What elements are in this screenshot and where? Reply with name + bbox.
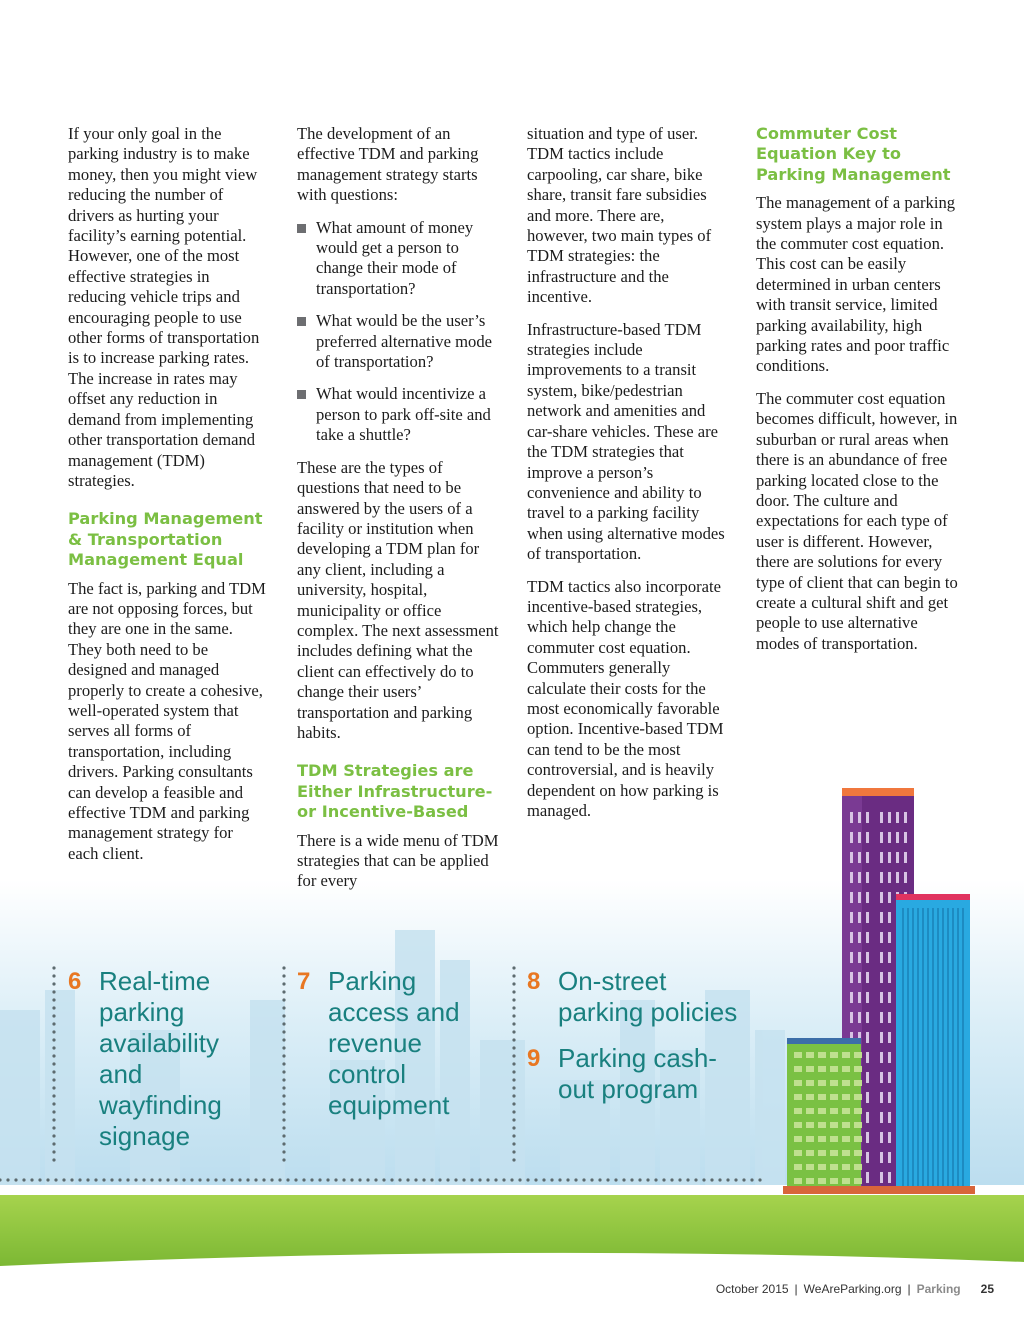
- item-number: 6: [68, 968, 82, 995]
- question-item: What would incentivize a person to park off-site and take a shuttle?: [297, 384, 499, 445]
- body-paragraph: situation and type of user. TDM tactics include carpooling, car share, bike share, transit fare subsidies and more. There are, however, two main types of TDM strategies: the infrastructure and the incentive.: [527, 124, 712, 307]
- body-paragraph: Infrastructure-based TDM strategies include improvements to a transit system, bike/pedestrian network and amenities and car-share vehicles. These are the TDM strategies that improve a person’s convenience and ability to travel to a parking facility when using alternative modes of transportation.: [527, 319, 725, 564]
- building-green: [787, 1038, 862, 1192]
- item-text: Parking cash-out program: [558, 1043, 717, 1104]
- column-4: [756, 124, 958, 666]
- column-3: [527, 124, 727, 833]
- body-paragraph: TDM tactics also incorporate incentive-based strategies, which help change the commuter cost equation. Commuters generally calculate their costs for the most economically favorable option. Incentive-based TDM can tend to be the most controversial, and is heavily dependent on how parking is managed.: [527, 576, 724, 820]
- item-text: Parking access and revenue control equipment: [328, 966, 460, 1120]
- building-base: [783, 1186, 975, 1194]
- section-heading: Parking Management & Transportation Management Equal: [68, 509, 263, 570]
- website-link[interactable]: WeAreParking.org: [803, 1282, 902, 1296]
- item-number: 9: [527, 1045, 541, 1072]
- page-number: 25: [980, 1282, 994, 1296]
- divider: |: [794, 1282, 798, 1296]
- body-paragraph: The development of an effective TDM and parking management strategy starts with questions:: [297, 124, 479, 205]
- section-heading: TDM Strategies are Either Infrastructure- or Incentive-Based: [297, 761, 493, 822]
- issue-date: October 2015: [715, 1282, 789, 1296]
- item-text: On-street parking policies: [558, 966, 738, 1027]
- square-bullet-icon: [297, 317, 306, 326]
- body-paragraph: The management of a parking system plays a major role in the commuter cost equation. This cost can be easily determined in urban centers with transit service, limited parking availability, high parking rates and poor traffic conditions.: [756, 193, 956, 376]
- column-1: [68, 124, 266, 876]
- body-paragraph: These are the types of questions that need to be answered by the users of a facility or institution when developing a TDM plan for any client, including a university, hospital, municipality or office complex. The next assessment includes defining what the client can effectively do to change their users’ transportation and parking habits.: [297, 457, 499, 742]
- square-bullet-icon: [297, 390, 306, 399]
- question-item: What would be the user’s preferred alternative mode of transportation?: [297, 311, 499, 372]
- square-bullet-icon: [297, 224, 306, 233]
- question-list: [297, 218, 499, 446]
- item-text: Real-time parking availability and wayfinding signage: [99, 966, 222, 1151]
- question-item: What amount of money would get a person to change their mode of transportation?: [297, 218, 499, 300]
- body-paragraph: The fact is, parking and TDM are not opposing forces, but they are one in the same. They both need to be designed and managed properly to create a cohesive, well-operated system that serves all forms of transportation, including drivers. Parking consultants can develop a feasible and effective TDM and parking management strategy for each client.: [68, 578, 266, 863]
- column-2: [297, 124, 499, 904]
- section-heading: Commuter Cost Equation Key to Parking Management: [756, 124, 951, 184]
- intro-paragraph: If your only goal in the parking industry is to make money, then you might view reducing the number of drivers as hurting your facility’s earning potential. However, one of the most effective strategies in reducing vehicle trips and encouraging people to use other forms of transportation is to increase parking rates. The increase in rates may offset any reduction in demand from implementing other transportation demand management (TDM) strategies.: [68, 124, 260, 490]
- item-number: 8: [527, 968, 541, 995]
- building-blue: [896, 894, 970, 1192]
- magazine-name: Parking: [916, 1282, 961, 1296]
- page-footer: [716, 1282, 994, 1296]
- item-number: 7: [297, 968, 311, 995]
- body-paragraph: There is a wide menu of TDM strategies that can be applied for every: [297, 830, 499, 891]
- divider: |: [907, 1282, 911, 1296]
- body-paragraph: The commuter cost equation becomes difficult, however, in suburban or rural areas when there is an abundance of free parking located close to the door. The culture and expectations for each type of user is different. However, there are solutions for every type of client that can begin to create a cultural shift and get people to use alternative modes of transportation.: [756, 388, 958, 653]
